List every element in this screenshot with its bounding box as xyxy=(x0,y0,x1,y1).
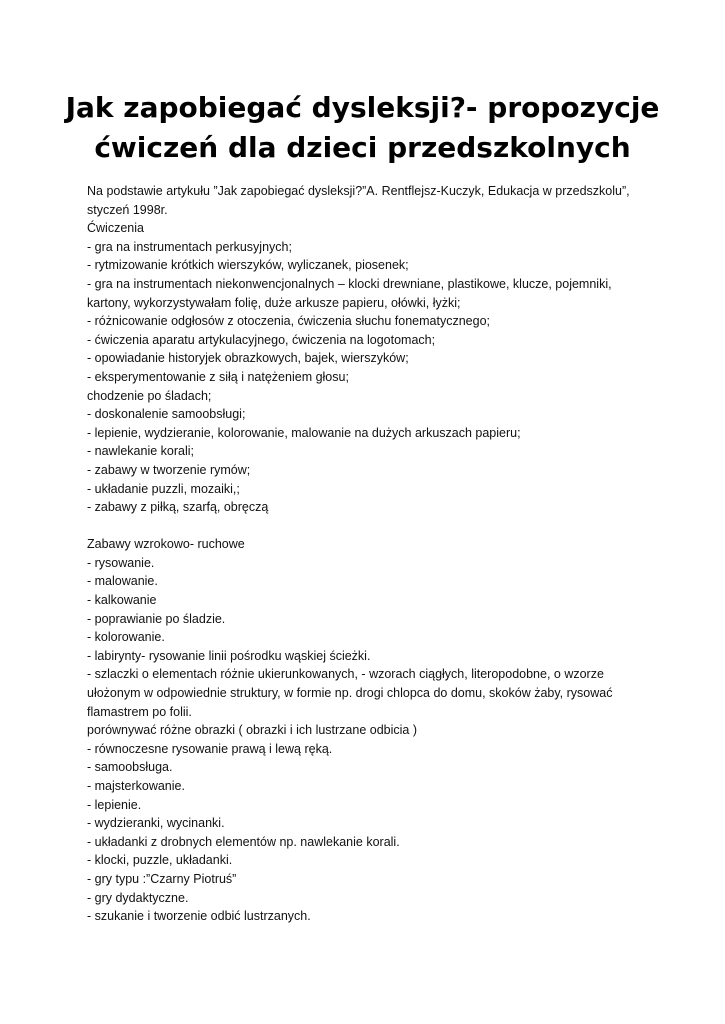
list-item: - układanie puzzli, mozaiki,; xyxy=(87,481,240,496)
list-item: - gra na instrumentach perkusyjnych; xyxy=(87,239,292,254)
list-item: porównywać różne obrazki ( obrazki i ich lustrzane odbicia ) xyxy=(87,723,418,738)
list-item: - klocki, puzzle, układanki. xyxy=(87,853,233,868)
visual-motor-list xyxy=(87,554,647,926)
list-item: - kalkowanie xyxy=(87,593,157,608)
list-item: - gra na instrumentach niekonwencjonalnych – klocki drewniane, plastikowe, klucze, pojemniki, xyxy=(87,276,612,291)
list-item: - zabawy w tworzenie rymów; xyxy=(87,462,251,477)
list-item: - nawlekanie korali; xyxy=(87,444,194,459)
list-item: - wydzieranki, wycinanki. xyxy=(87,816,225,831)
list-item: - malowanie. xyxy=(87,574,158,589)
section-heading-visual-motor: Zabawy wzrokowo- ruchowe xyxy=(87,537,245,552)
source-line-2: styczeń 1998r. xyxy=(87,202,168,217)
list-item: - lepienie, wydzieranie, kolorowanie, malowanie na dużych arkuszach papieru; xyxy=(87,425,521,440)
list-item: ułożonym w odpowiednie struktury, w formie np. drogi chlopca do domu, skoków żaby, rysować xyxy=(87,686,613,701)
list-item: - lepienie. xyxy=(87,797,142,812)
list-item: - rytmizowanie krótkich wierszyków, wyliczanek, piosenek; xyxy=(87,258,409,273)
list-item: - szlaczki o elementach różnie ukierunkowanych, - wzorach ciągłych, literopodobne, o wzorze xyxy=(87,667,604,682)
list-item: - różnicowanie odgłosów z otoczenia, ćwiczenia słuchu fonematycznego; xyxy=(87,314,490,329)
list-item: - układanki z drobnych elementów np. nawlekanie korali. xyxy=(87,834,400,849)
section-heading-exercises: Ćwiczenia xyxy=(87,221,144,236)
list-item: flamastrem po folii. xyxy=(87,704,192,719)
list-item: - eksperymentowanie z siłą i natężeniem głosu; xyxy=(87,369,349,384)
list-item: - gry dydaktyczne. xyxy=(87,890,189,905)
list-item: - szukanie i tworzenie odbić lustrzanych. xyxy=(87,909,311,924)
title-line-2: ćwiczeń dla dzieci przedszkolnych xyxy=(94,131,631,164)
paragraph-spacer xyxy=(87,517,647,536)
list-item: - kolorowanie. xyxy=(87,630,165,645)
list-item: - gry typu :”Czarny Piotruś” xyxy=(87,871,237,886)
list-item: - majsterkowanie. xyxy=(87,779,185,793)
list-item: - labirynty- rysowanie linii pośrodku wąskiej ścieżki. xyxy=(87,648,371,663)
title-line-1: Jak zapobiegać dysleksji?- propozycje xyxy=(65,91,660,124)
list-item: - poprawianie po śladzie. xyxy=(87,611,226,626)
list-item: - równoczesne rysowanie prawą i lewą ręką. xyxy=(87,741,333,756)
exercises-list xyxy=(87,238,647,517)
source-line-1: Na podstawie artykułu ”Jak zapobiegać dysleksji?”A. Rentflejsz-Kuczyk, Edukacja w przedszkolu”, xyxy=(87,184,630,198)
list-item: - samoobsługa. xyxy=(87,760,173,775)
list-item: - rysowanie. xyxy=(87,555,155,570)
list-item: kartony, wykorzystywałam folię, duże arkusze papieru, ołówki, łyżki; xyxy=(87,295,461,310)
list-item: - doskonalenie samoobsługi; xyxy=(87,407,246,422)
document-title xyxy=(40,88,685,168)
list-item: chodzenie po śladach; xyxy=(87,388,212,403)
document-body xyxy=(87,182,647,926)
list-item: - zabawy z piłką, szarfą, obręczą xyxy=(87,500,269,515)
list-item: - ćwiczenia aparatu artykulacyjnego, ćwiczenia na logotomach; xyxy=(87,332,436,347)
list-item: - opowiadanie historyjek obrazkowych, bajek, wierszyków; xyxy=(87,351,409,366)
